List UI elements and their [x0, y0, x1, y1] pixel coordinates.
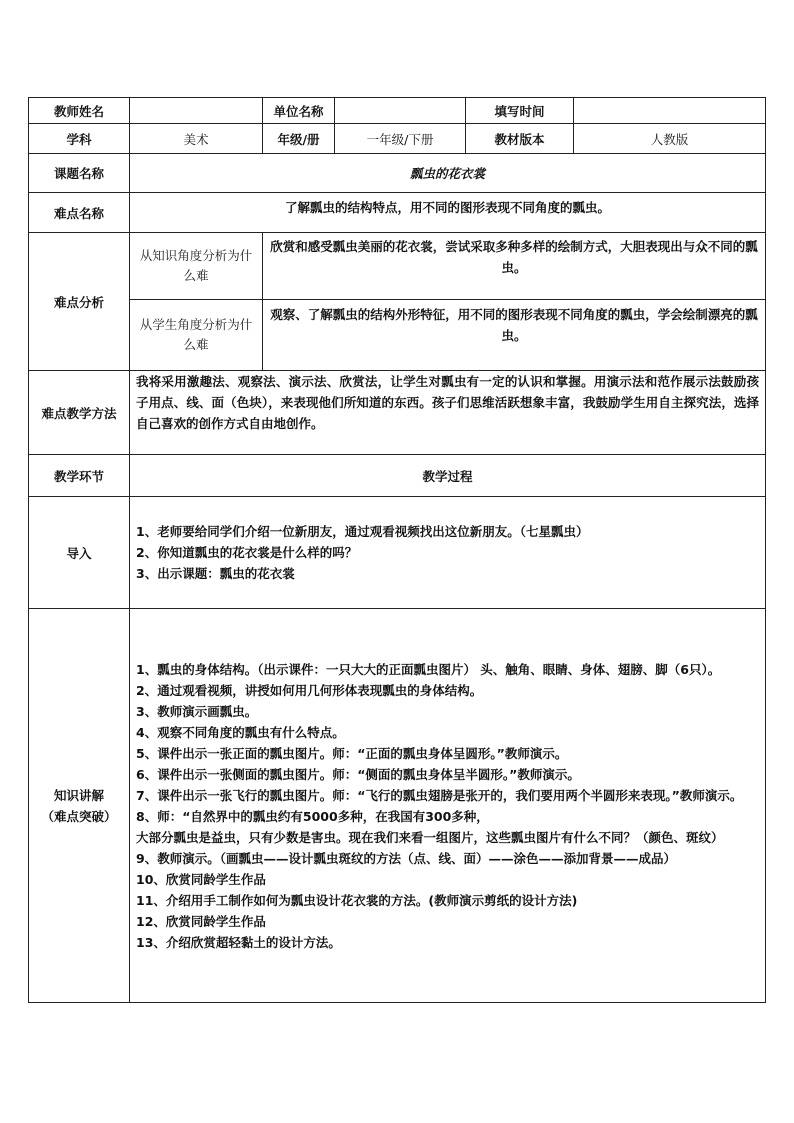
teacher-name-value[interactable] — [130, 98, 263, 124]
list-item: 2、通过观看视频，讲授如何用几何形体表现瓢虫的身体结构。 — [136, 682, 483, 698]
row-analysis-knowledge — [29, 233, 766, 300]
list-item: 大部分瓢虫是益虫，只有少数是害虫。现在我们来看一组图片，这些瓢虫图片有什么不同？（颜色、斑纹） — [136, 829, 724, 845]
list-item: 11、介绍用手工制作如何为瓢虫设计花衣裳的方法。(教师演示剪纸的设计方法) — [136, 892, 578, 908]
row-subject-info — [29, 124, 766, 154]
row-teacher-info — [29, 98, 766, 124]
knowledge-label — [29, 609, 130, 1003]
list-item: 12、欣赏同龄学生作品 — [136, 913, 266, 929]
row-method — [29, 371, 766, 455]
row-difficulty — [29, 193, 766, 233]
intro-list — [130, 497, 766, 609]
subject-label: 学科 — [29, 124, 130, 154]
analysis-label: 难点分析 — [29, 233, 130, 371]
teacher-name-label: 教师姓名 — [29, 98, 130, 124]
list-item: 8、师：“自然界中的瓢虫约有5000多种，在我国有300多种， — [136, 808, 489, 824]
analysis-student-text: 观察、了解瓢虫的结构外形特征，用不同的图形表现不同角度的瓢虫，学会绘制漂亮的瓢虫。 — [263, 300, 766, 371]
subject-value: 美术 — [130, 124, 263, 154]
knowledge-list — [130, 609, 766, 1003]
method-text: 我将采用激趣法、观察法、演示法、欣赏法，让学生对瓢虫有一定的认识和掌握。用演示法和范作展示法鼓励孩子用点、线、面（色块），来表现他们所知道的东西。孩子们思维活跃想象丰富，我鼓励学生用自主探究法，选择自己喜欢的创作方式自由地创作。 — [130, 371, 766, 455]
grade-value: 一年级/下册 — [335, 124, 466, 154]
grade-label: 年级/册 — [263, 124, 335, 154]
list-item: 2、你知道瓢虫的花衣裳是什么样的吗？ — [136, 545, 358, 560]
list-item: 4、观察不同角度的瓢虫有什么特点。 — [136, 724, 345, 740]
unit-value[interactable] — [335, 98, 466, 124]
analysis-knowledge-text: 欣赏和感受瓢虫美丽的花衣裳，尝试采取多种多样的绘制方式，大胆表现出与众不同的瓢虫。 — [263, 233, 766, 300]
difficulty-label: 难点名称 — [29, 193, 130, 233]
list-item: 10、欣赏同龄学生作品 — [136, 871, 266, 887]
knowledge-label-line2: （难点突破） — [41, 808, 117, 824]
lesson-plan-table — [28, 97, 766, 1003]
row-knowledge — [29, 609, 766, 1003]
row-analysis-student — [29, 300, 766, 371]
stage-label: 教学环节 — [29, 455, 130, 497]
difficulty-value: 了解瓢虫的结构特点，用不同的图形表现不同角度的瓢虫。 — [130, 193, 766, 233]
analysis-student-label: 从学生角度分析为什么难 — [130, 300, 263, 371]
list-item: 3、出示课题：瓢虫的花衣裳 — [136, 566, 295, 581]
lesson-title-value: 瓢虫的花衣裳 — [130, 154, 766, 193]
edition-value: 人教版 — [574, 124, 766, 154]
unit-label: 单位名称 — [263, 98, 335, 124]
list-item: 1、瓢虫的身体结构。（出示课件：一只大大的正面瓢虫图片） 头、触角、眼睛、身体、翅膀、脚（6只）。 — [136, 661, 721, 677]
list-item: 1、老师要给同学们介绍一位新朋友，通过观看视频找出这位新朋友。（七星瓢虫） — [136, 524, 589, 539]
row-intro — [29, 497, 766, 609]
row-lesson-title — [29, 154, 766, 193]
list-item: 7、课件出示一张飞行的瓢虫图片。师：“飞行的瓢虫翅膀是张开的，我们要用两个半圆形来表现。”教师演示。 — [136, 787, 743, 803]
method-label: 难点教学方法 — [29, 371, 130, 455]
lesson-title-label: 课题名称 — [29, 154, 130, 193]
fill-time-label: 填写时间 — [466, 98, 574, 124]
list-item: 9、教师演示。（画瓢虫——设计瓢虫斑纹的方法（点、线、面）——涂色——添加背景——成品） — [136, 850, 676, 866]
list-item: 5、课件出示一张正面的瓢虫图片。师：“正面的瓢虫身体呈圆形。”教师演示。 — [136, 745, 568, 761]
list-item: 6、课件出示一张侧面的瓢虫图片。师：“侧面的瓢虫身体呈半圆形。”教师演示。 — [136, 766, 580, 782]
list-item: 3、教师演示画瓢虫。 — [136, 703, 258, 719]
knowledge-label-line1: 知识讲解 — [53, 787, 104, 803]
fill-time-value[interactable] — [574, 98, 766, 124]
edition-label: 教材版本 — [466, 124, 574, 154]
process-label: 教学过程 — [130, 455, 766, 497]
analysis-knowledge-label: 从知识角度分析为什么难 — [130, 233, 263, 300]
row-process-header — [29, 455, 766, 497]
intro-label: 导入 — [29, 497, 130, 609]
list-item: 13、介绍欣赏超轻黏土的设计方法。 — [136, 934, 341, 950]
